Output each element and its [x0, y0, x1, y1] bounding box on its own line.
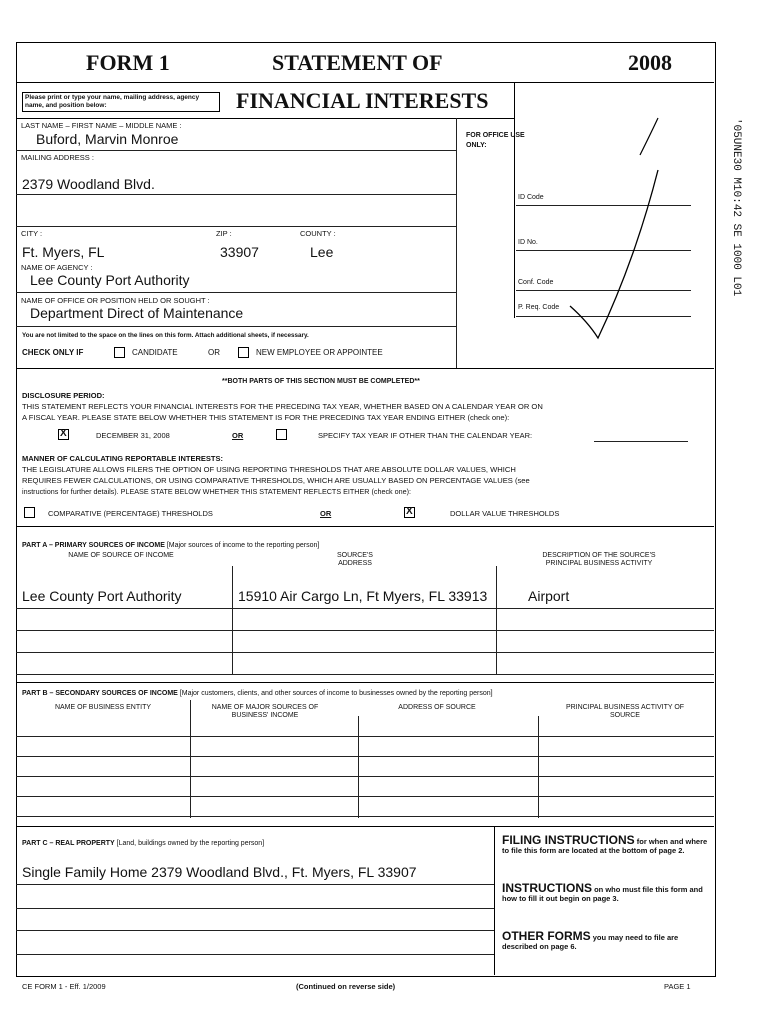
- part-a-subtitle: [Major sources of income to the reporting person]: [166, 542, 320, 549]
- mailing-address-field[interactable]: 2379 Woodland Blvd.: [22, 176, 155, 192]
- agency-field[interactable]: Lee County Port Authority: [30, 272, 190, 288]
- new-employee-label: NEW EMPLOYEE OR APPOINTEE: [256, 348, 383, 357]
- specify-year-line[interactable]: [594, 441, 688, 442]
- disclosure-period-heading: DISCLOSURE PERIOD:: [22, 391, 105, 400]
- filing-instructions: [502, 833, 708, 855]
- new-employee-checkbox[interactable]: [238, 347, 249, 358]
- comparative-checkbox[interactable]: [24, 507, 35, 518]
- statement-title-line1: STATEMENT OF: [272, 50, 443, 75]
- mailing-label: MAILING ADDRESS :: [21, 153, 94, 162]
- id-code-label: ID Code: [518, 194, 544, 201]
- part-a-col2-header: SOURCE'S ADDRESS: [337, 552, 373, 567]
- dec31-checkbox[interactable]: [58, 429, 69, 440]
- candidate-checkbox[interactable]: [114, 347, 125, 358]
- or-label: OR: [208, 348, 220, 357]
- specify-year-label: SPECIFY TAX YEAR IF OTHER THAN THE CALENDAR YEAR:: [318, 431, 533, 440]
- agency-label: NAME OF AGENCY :: [21, 263, 93, 272]
- dollar-value-checkbox[interactable]: [404, 507, 415, 518]
- space-note: You are not limited to the space on the lines on this form. Attach additional sheets, if necessary.: [22, 332, 309, 339]
- zip-label: ZIP :: [216, 229, 232, 238]
- dec31-label: DECEMBER 31, 2008: [96, 431, 170, 440]
- zip-field[interactable]: 33907: [220, 244, 259, 260]
- candidate-label: CANDIDATE: [132, 348, 178, 357]
- footer-page: PAGE 1: [664, 982, 691, 991]
- or-label-2: OR: [232, 431, 244, 440]
- county-field[interactable]: Lee: [310, 244, 334, 260]
- office-label: NAME OF OFFICE OR POSITION HELD OR SOUGHT :: [21, 296, 210, 305]
- part-c-subtitle: [Land, buildings owned by the reporting person]: [116, 840, 265, 847]
- part-b-col4-header: PRINCIPAL BUSINESS ACTIVITY OF SOURCE: [565, 704, 685, 719]
- part-c-heading: [22, 840, 264, 847]
- part-a-title: PART A – PRIMARY SOURCES OF INCOME: [22, 542, 165, 549]
- dollar-value-label: DOLLAR VALUE THRESHOLDS: [450, 509, 560, 518]
- part-b-col2-header: NAME OF MAJOR SOURCES OF BUSINESS' INCOME: [211, 704, 319, 719]
- filing-instructions-text: for when and where to file this form are located at the bottom of page 2.: [502, 837, 708, 855]
- footer-continued: (Continued on reverse side): [296, 982, 396, 991]
- id-no-label: ID No.: [518, 239, 538, 246]
- or-label-3: OR: [320, 509, 332, 518]
- name-label: LAST NAME – FIRST NAME – MIDDLE NAME :: [21, 121, 182, 130]
- part-b-title: PART B – SECONDARY SOURCES OF INCOME: [22, 690, 178, 697]
- manner-text-1: THE LEGISLATURE ALLOWS FILERS THE OPTION OF USING REPORTING THRESHOLDS THAT ARE ABSOLUTE DOLLAR VALUES, WHICH: [22, 465, 516, 474]
- received-stamp: '05UNE30 M10:42 SE 1000 L01: [730, 118, 742, 297]
- part-a-col3-header: DESCRIPTION OF THE SOURCE'S PRINCIPAL BUSINESS ACTIVITY: [542, 552, 656, 567]
- name-field[interactable]: Buford, Marvin Monroe: [36, 131, 179, 147]
- check-only-label: CHECK ONLY IF: [22, 348, 84, 357]
- part-a-row1-activity[interactable]: Airport: [528, 588, 570, 604]
- part-b-col1-header: NAME OF BUSINESS ENTITY: [54, 704, 152, 711]
- city-field[interactable]: Ft. Myers, FL: [22, 244, 105, 260]
- part-a-row1-name[interactable]: Lee County Port Authority: [22, 588, 182, 604]
- part-c-row1[interactable]: Single Family Home 2379 Woodland Blvd., Ft. Myers, FL 33907: [22, 864, 417, 880]
- instructions-block: [502, 881, 708, 903]
- form-title: FORM 1: [86, 50, 170, 75]
- p-req-code-label: P. Req. Code: [518, 304, 560, 311]
- county-label: COUNTY :: [300, 229, 336, 238]
- disclosure-text-1: THIS STATEMENT REFLECTS YOUR FINANCIAL INTERESTS FOR THE PRECEDING TAX YEAR, WHETHER BASED ON A CALENDAR YEAR OR ON: [22, 402, 543, 411]
- specify-year-checkbox[interactable]: [276, 429, 287, 440]
- conf-code-label: Conf. Code: [518, 279, 554, 286]
- form-year: 2008: [628, 50, 672, 75]
- office-field[interactable]: Department Direct of Maintenance: [30, 305, 244, 321]
- other-forms-block: [502, 929, 708, 951]
- part-c-title: PART C – REAL PROPERTY: [22, 840, 115, 847]
- both-parts-note: **BOTH PARTS OF THIS SECTION MUST BE COMPLETED**: [222, 378, 420, 385]
- other-forms-head: OTHER FORMS: [502, 929, 591, 943]
- manner-text-3: instructions for further details). PLEASE STATE BELOW WHETHER THIS STATEMENT REFLECTS EITHER (check one):: [22, 487, 412, 496]
- manner-text-2: REQUIRES FEWER CALCULATIONS, OR USING COMPARATIVE THRESHOLDS, WHICH ARE USUALLY BASED ON PERCENTAGE VALUES (see: [22, 476, 530, 485]
- city-label: CITY :: [21, 229, 43, 238]
- part-a-row1-address[interactable]: 15910 Air Cargo Ln, Ft Myers, FL 33913: [238, 588, 488, 604]
- instructions-text: on who must file this form and how to fill it out begin on page 3.: [502, 885, 703, 903]
- part-a-col1-header: NAME OF SOURCE OF INCOME: [68, 552, 174, 559]
- part-a-heading: [22, 542, 319, 549]
- manner-heading: MANNER OF CALCULATING REPORTABLE INTERESTS:: [22, 454, 223, 463]
- checkmark-icon: [540, 110, 680, 350]
- disclosure-text-2: A FISCAL YEAR. PLEASE STATE BELOW WHETHER THIS STATEMENT IS FOR THE PRECEDING TAX YEAR ENDING EITHER (check one):: [22, 413, 510, 422]
- footer-form-id: CE FORM 1 - Eff. 1/2009: [22, 982, 106, 991]
- part-b-heading: [22, 690, 493, 697]
- statement-title-line2: FINANCIAL INTERESTS: [236, 88, 489, 113]
- instructions-head: INSTRUCTIONS: [502, 881, 592, 895]
- other-forms-text: you may need to file are described on page 6.: [502, 933, 679, 951]
- part-b-subtitle: [Major customers, clients, and other sources of income to businesses owned by the reporting person]: [179, 690, 493, 697]
- part-b-col3-header: ADDRESS OF SOURCE: [398, 704, 476, 711]
- print-note: Please print or type your name, mailing address, agency name, and position below:: [22, 92, 220, 112]
- comparative-label: COMPARATIVE (PERCENTAGE) THRESHOLDS: [48, 509, 213, 518]
- filing-instructions-head: FILING INSTRUCTIONS: [502, 833, 635, 847]
- office-use-label: FOR OFFICE USE ONLY:: [466, 132, 525, 149]
